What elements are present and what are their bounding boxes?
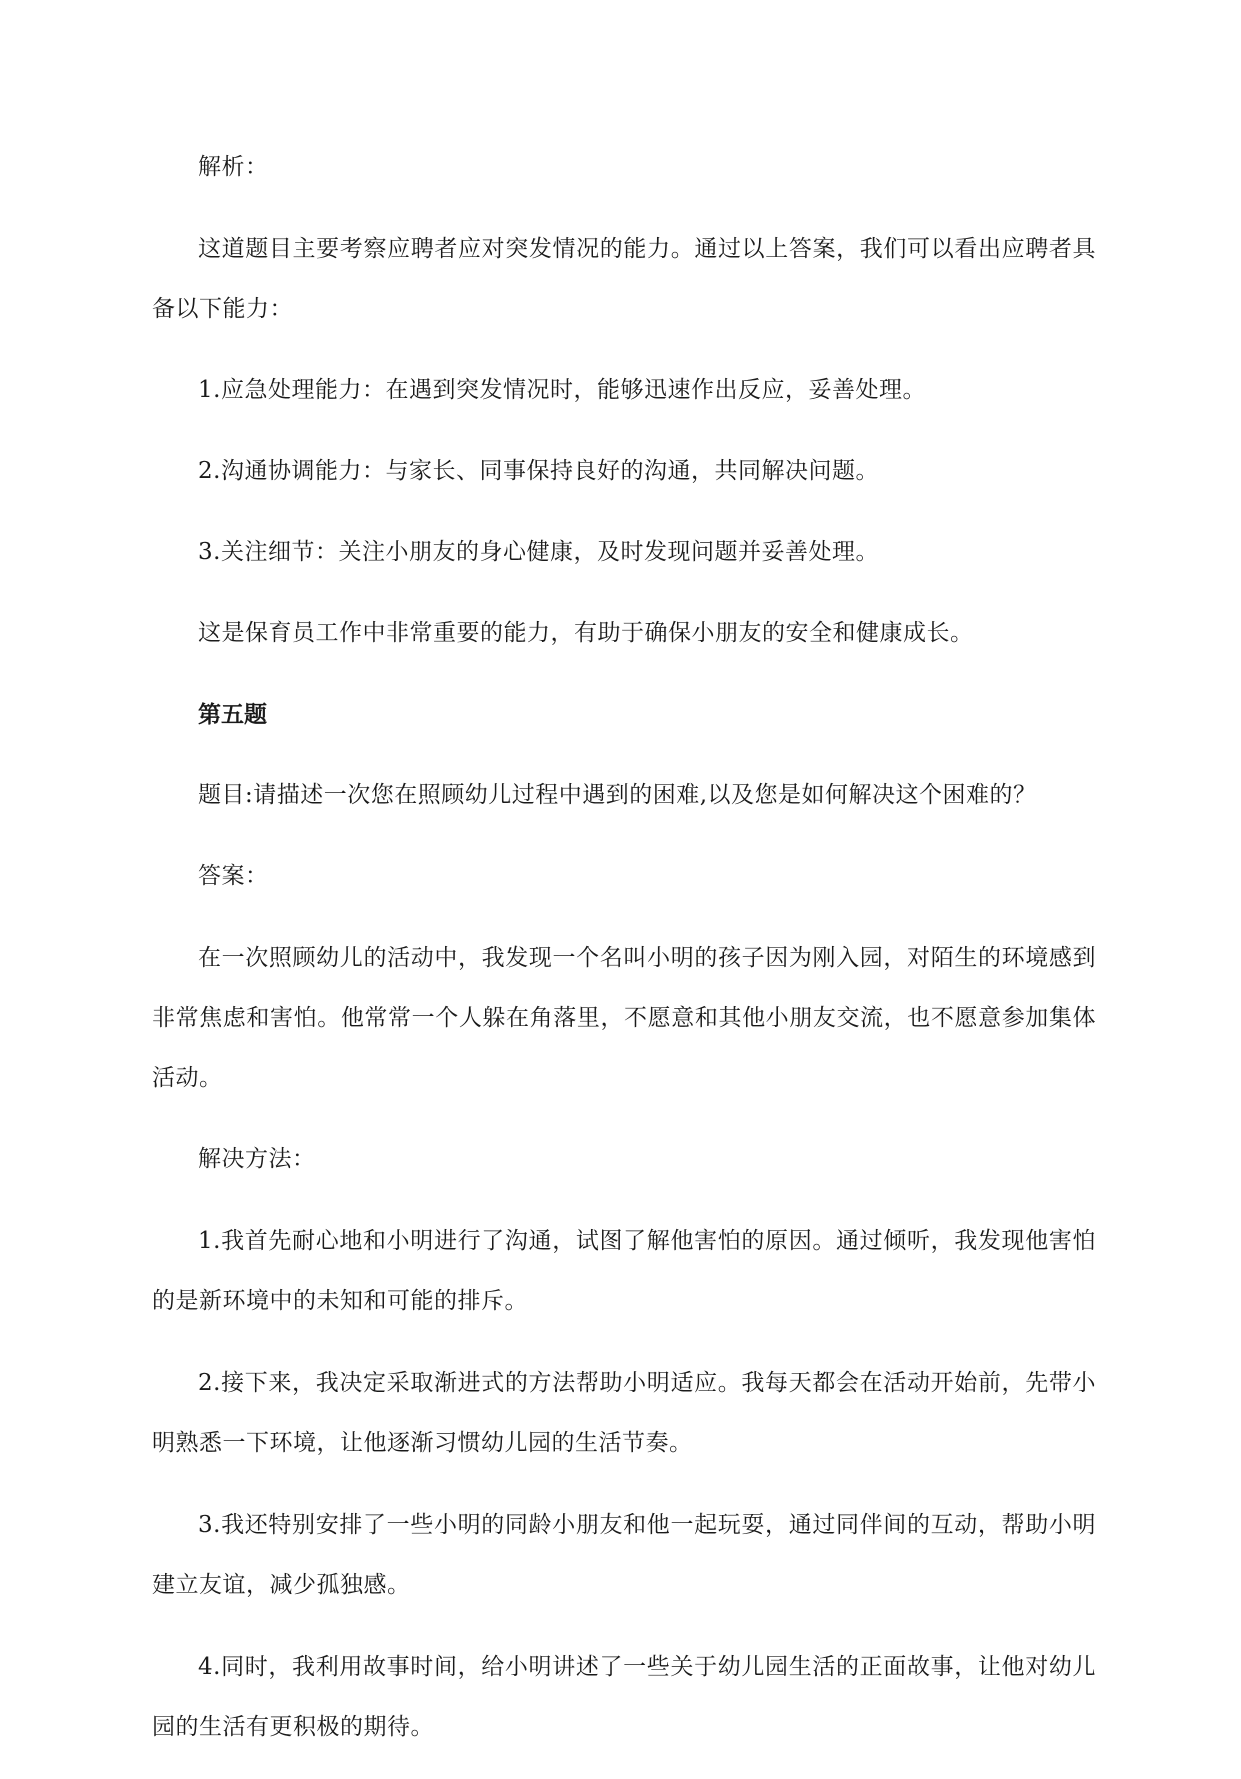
paragraph-answer-body: 在一次照顾幼儿的活动中，我发现一个名叫小明的孩子因为刚入园，对陌生的环境感到非常焦虑和害怕。他常常一个人躲在角落里，不愿意和其他小朋友交流，也不愿意参加集体活动。 [152, 945, 1096, 1091]
list-item-solution-1: 1.我首先耐心地和小明进行了沟通，试图了解他害怕的原因。通过倾听，我发现他害怕的是新环境中的未知和可能的排斥。 [152, 1228, 1096, 1314]
paragraph-analysis-label: 解析： [198, 154, 269, 180]
list-item-solution-2: 2.接下来，我决定采取渐进式的方法帮助小明适应。我每天都会在活动开始前，先带小明熟悉一下环境，让他逐渐习惯幼儿园的生活节奏。 [152, 1370, 1096, 1456]
document-body [152, 138, 1096, 1779]
list-item-ability-3: 3.关注细节：关注小朋友的身心健康，及时发现问题并妥善处理。 [198, 539, 879, 565]
list-item-solution-3: 3.我还特别安排了一些小明的同龄小朋友和他一起玩耍，通过同伴间的互动，帮助小明建立友谊，减少孤独感。 [152, 1512, 1096, 1598]
section-heading-question-5: 第五题 [198, 701, 267, 728]
paragraph-analysis-summary: 这道题目主要考察应聘者应对突发情况的能力。通过以上答案，我们可以看出应聘者具备以下能力： [152, 236, 1096, 322]
paragraph-answer-label: 答案： [198, 863, 269, 889]
list-item-ability-2: 2.沟通协调能力：与家长、同事保持良好的沟通，共同解决问题。 [198, 458, 879, 484]
paragraph-ability-conclusion: 这是保育员工作中非常重要的能力，有助于确保小朋友的安全和健康成长。 [198, 620, 974, 646]
list-item-solution-4: 4.同时，我利用故事时间，给小明讲述了一些关于幼儿园生活的正面故事，让他对幼儿园的生活有更积极的期待。 [152, 1654, 1096, 1740]
paragraph-question: 题目:请描述一次您在照顾幼儿过程中遇到的困难,以及您是如何解决这个困难的？ [198, 782, 1037, 808]
paragraph-solution-label: 解决方法： [198, 1146, 316, 1172]
list-item-ability-1: 1.应急处理能力：在遇到突发情况时，能够迅速作出反应，妥善处理。 [198, 377, 926, 403]
